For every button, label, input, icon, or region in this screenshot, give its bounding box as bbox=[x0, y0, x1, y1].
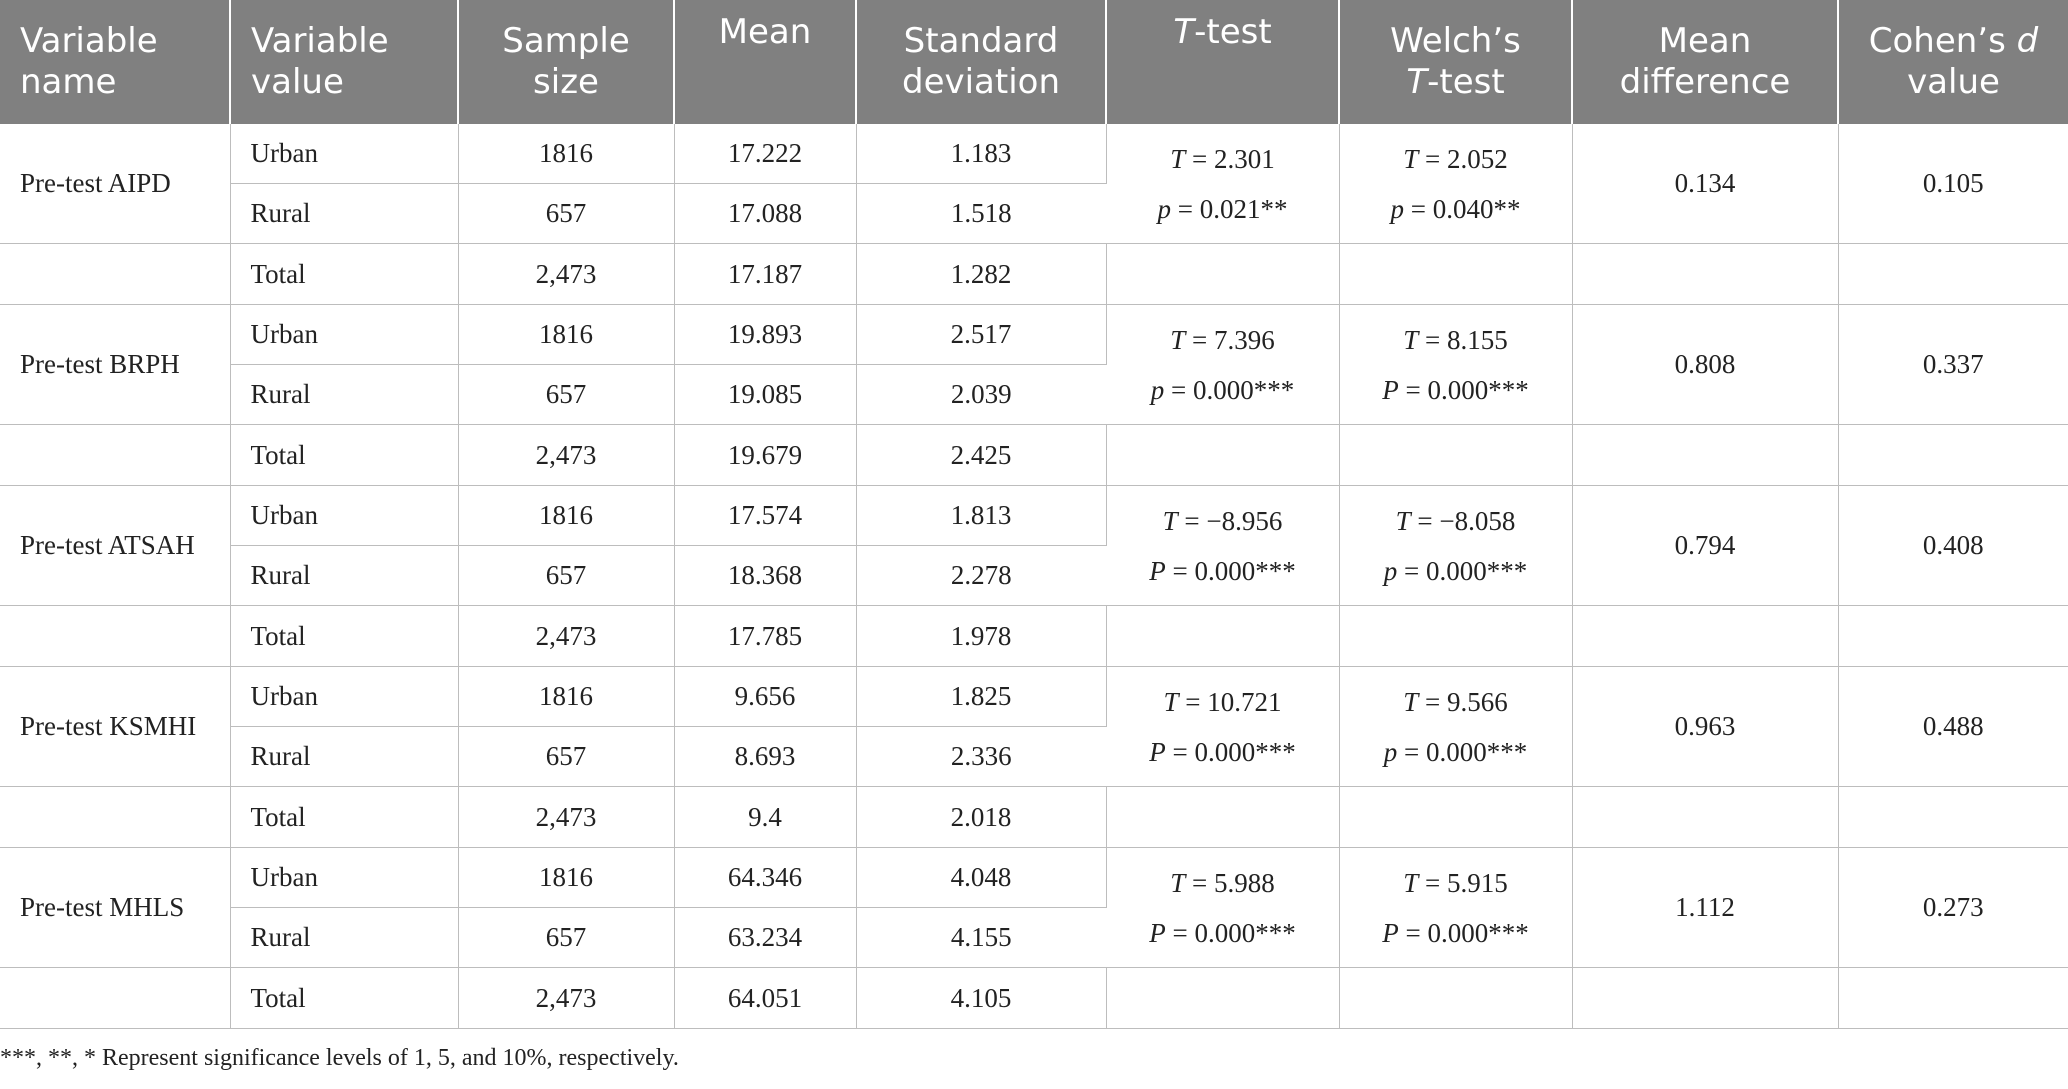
variable-value: Total bbox=[230, 606, 458, 667]
table-row bbox=[0, 606, 2068, 667]
variable-value: Total bbox=[230, 787, 458, 848]
cohens-d-cell: 0.408 bbox=[1838, 486, 2068, 606]
mean-cell: 17.574 bbox=[674, 486, 856, 546]
variable-value: Urban bbox=[230, 305, 458, 365]
table-row bbox=[0, 787, 2068, 848]
mean-cell: 17.222 bbox=[674, 124, 856, 184]
welch-t-test-cell: T = −8.058 p = 0.000*** bbox=[1339, 486, 1572, 606]
sample-size-cell: 2,473 bbox=[458, 787, 674, 848]
variable-value: Urban bbox=[230, 486, 458, 546]
welch-t-test-cell: T = 8.155 P = 0.000*** bbox=[1339, 305, 1572, 425]
variable-value: Rural bbox=[230, 365, 458, 425]
sd-cell: 1.825 bbox=[856, 667, 1106, 727]
sd-cell: 4.048 bbox=[856, 848, 1106, 908]
mean-cell: 64.346 bbox=[674, 848, 856, 908]
mean-difference-empty bbox=[1572, 244, 1838, 305]
table-row bbox=[0, 244, 2068, 305]
t-test-cell: T = 2.301 p = 0.021** bbox=[1106, 124, 1339, 244]
table-row bbox=[0, 425, 2068, 486]
variable-value: Rural bbox=[230, 184, 458, 244]
table-row bbox=[0, 124, 2068, 184]
mean-difference-cell: 0.963 bbox=[1572, 667, 1838, 787]
sd-cell: 4.105 bbox=[856, 968, 1106, 1029]
sample-size-cell: 2,473 bbox=[458, 606, 674, 667]
sample-size-cell: 1816 bbox=[458, 667, 674, 727]
table-body bbox=[0, 124, 2068, 1029]
welch-empty bbox=[1339, 606, 1572, 667]
t-test-cell: T = 5.988 P = 0.000*** bbox=[1106, 848, 1339, 968]
variable-name: Pre-test BRPH bbox=[0, 305, 230, 425]
variable-name-empty bbox=[0, 787, 230, 848]
welch-empty bbox=[1339, 425, 1572, 486]
variable-name-empty bbox=[0, 606, 230, 667]
mean-cell: 19.085 bbox=[674, 365, 856, 425]
table-row bbox=[0, 667, 2068, 727]
mean-difference-cell: 1.112 bbox=[1572, 848, 1838, 968]
cohens-d-cell: 0.488 bbox=[1838, 667, 2068, 787]
sample-size-cell: 1816 bbox=[458, 848, 674, 908]
variable-name: Pre-test MHLS bbox=[0, 848, 230, 968]
mean-cell: 19.893 bbox=[674, 305, 856, 365]
sd-cell: 1.978 bbox=[856, 606, 1106, 667]
header-standard-deviation: Standard deviation bbox=[856, 0, 1106, 124]
sd-cell: 2.336 bbox=[856, 727, 1106, 787]
mean-difference-cell: 0.134 bbox=[1572, 124, 1838, 244]
sd-cell: 4.155 bbox=[856, 908, 1106, 968]
t-test-empty bbox=[1106, 787, 1339, 848]
cohens-d-empty bbox=[1838, 425, 2068, 486]
welch-empty bbox=[1339, 787, 1572, 848]
mean-difference-empty bbox=[1572, 787, 1838, 848]
mean-cell: 8.693 bbox=[674, 727, 856, 787]
mean-difference-cell: 0.808 bbox=[1572, 305, 1838, 425]
variable-value: Rural bbox=[230, 546, 458, 606]
sd-cell: 2.039 bbox=[856, 365, 1106, 425]
mean-difference-empty bbox=[1572, 425, 1838, 486]
header-variable-value: Variable value bbox=[230, 0, 458, 124]
mean-cell: 9.4 bbox=[674, 787, 856, 848]
t-test-empty bbox=[1106, 606, 1339, 667]
variable-value: Urban bbox=[230, 124, 458, 184]
t-test-empty bbox=[1106, 968, 1339, 1029]
sample-size-cell: 2,473 bbox=[458, 244, 674, 305]
welch-t-test-cell: T = 2.052 p = 0.040** bbox=[1339, 124, 1572, 244]
cohens-d-empty bbox=[1838, 606, 2068, 667]
variable-name-empty bbox=[0, 244, 230, 305]
table-row bbox=[0, 848, 2068, 908]
header-t-test: T-test bbox=[1106, 0, 1339, 124]
welch-t-test-cell: T = 9.566 p = 0.000*** bbox=[1339, 667, 1572, 787]
welch-empty bbox=[1339, 244, 1572, 305]
variable-name-empty bbox=[0, 425, 230, 486]
header-cohens-d: Cohen’s d value bbox=[1838, 0, 2068, 124]
sample-size-cell: 657 bbox=[458, 727, 674, 787]
sample-size-cell: 657 bbox=[458, 908, 674, 968]
sample-size-cell: 1816 bbox=[458, 486, 674, 546]
t-test-empty bbox=[1106, 425, 1339, 486]
cohens-d-cell: 0.105 bbox=[1838, 124, 2068, 244]
footnote: ***, **, * Represent significance levels of 1, 5, and 10%, respectively. bbox=[0, 1045, 679, 1071]
variable-value: Total bbox=[230, 968, 458, 1029]
table-row bbox=[0, 968, 2068, 1029]
variable-value: Total bbox=[230, 425, 458, 486]
variable-value: Urban bbox=[230, 848, 458, 908]
mean-cell: 17.088 bbox=[674, 184, 856, 244]
variable-name: Pre-test ATSAH bbox=[0, 486, 230, 606]
table-row bbox=[0, 486, 2068, 546]
header-mean-difference: Mean difference bbox=[1572, 0, 1838, 124]
variable-value: Rural bbox=[230, 727, 458, 787]
table-header bbox=[0, 0, 2068, 124]
cohens-d-empty bbox=[1838, 968, 2068, 1029]
mean-cell: 63.234 bbox=[674, 908, 856, 968]
mean-cell: 19.679 bbox=[674, 425, 856, 486]
sd-cell: 2.425 bbox=[856, 425, 1106, 486]
t-test-empty bbox=[1106, 244, 1339, 305]
sd-cell: 2.278 bbox=[856, 546, 1106, 606]
sample-size-cell: 657 bbox=[458, 184, 674, 244]
sample-size-cell: 1816 bbox=[458, 124, 674, 184]
header-welch-t-test: Welch’s T-test bbox=[1339, 0, 1572, 124]
sample-size-cell: 2,473 bbox=[458, 968, 674, 1029]
sample-size-cell: 657 bbox=[458, 546, 674, 606]
header-sample-size: Sample size bbox=[458, 0, 674, 124]
mean-cell: 64.051 bbox=[674, 968, 856, 1029]
welch-t-test-cell: T = 5.915 P = 0.000*** bbox=[1339, 848, 1572, 968]
sd-cell: 2.517 bbox=[856, 305, 1106, 365]
sample-size-cell: 657 bbox=[458, 365, 674, 425]
cohens-d-empty bbox=[1838, 787, 2068, 848]
variable-value: Urban bbox=[230, 667, 458, 727]
mean-cell: 17.785 bbox=[674, 606, 856, 667]
t-test-cell: T = 7.396 p = 0.000*** bbox=[1106, 305, 1339, 425]
sd-cell: 1.183 bbox=[856, 124, 1106, 184]
variable-value: Total bbox=[230, 244, 458, 305]
t-test-cell: T = −8.956 P = 0.000*** bbox=[1106, 486, 1339, 606]
mean-cell: 17.187 bbox=[674, 244, 856, 305]
cohens-d-empty bbox=[1838, 244, 2068, 305]
header-variable-name: Variable name bbox=[0, 0, 230, 124]
sample-size-cell: 2,473 bbox=[458, 425, 674, 486]
mean-difference-empty bbox=[1572, 606, 1838, 667]
mean-cell: 9.656 bbox=[674, 667, 856, 727]
sample-size-cell: 1816 bbox=[458, 305, 674, 365]
variable-name-empty bbox=[0, 968, 230, 1029]
welch-empty bbox=[1339, 968, 1572, 1029]
mean-difference-cell: 0.794 bbox=[1572, 486, 1838, 606]
sd-cell: 1.282 bbox=[856, 244, 1106, 305]
sd-cell: 2.018 bbox=[856, 787, 1106, 848]
mean-cell: 18.368 bbox=[674, 546, 856, 606]
variable-name: Pre-test KSMHI bbox=[0, 667, 230, 787]
sd-cell: 1.813 bbox=[856, 486, 1106, 546]
t-test-cell: T = 10.721 P = 0.000*** bbox=[1106, 667, 1339, 787]
mean-difference-empty bbox=[1572, 968, 1838, 1029]
table-row bbox=[0, 305, 2068, 365]
cohens-d-cell: 0.273 bbox=[1838, 848, 2068, 968]
header-mean: Mean bbox=[674, 0, 856, 124]
variable-name: Pre-test AIPD bbox=[0, 124, 230, 244]
variable-value: Rural bbox=[230, 908, 458, 968]
cohens-d-cell: 0.337 bbox=[1838, 305, 2068, 425]
sd-cell: 1.518 bbox=[856, 184, 1106, 244]
